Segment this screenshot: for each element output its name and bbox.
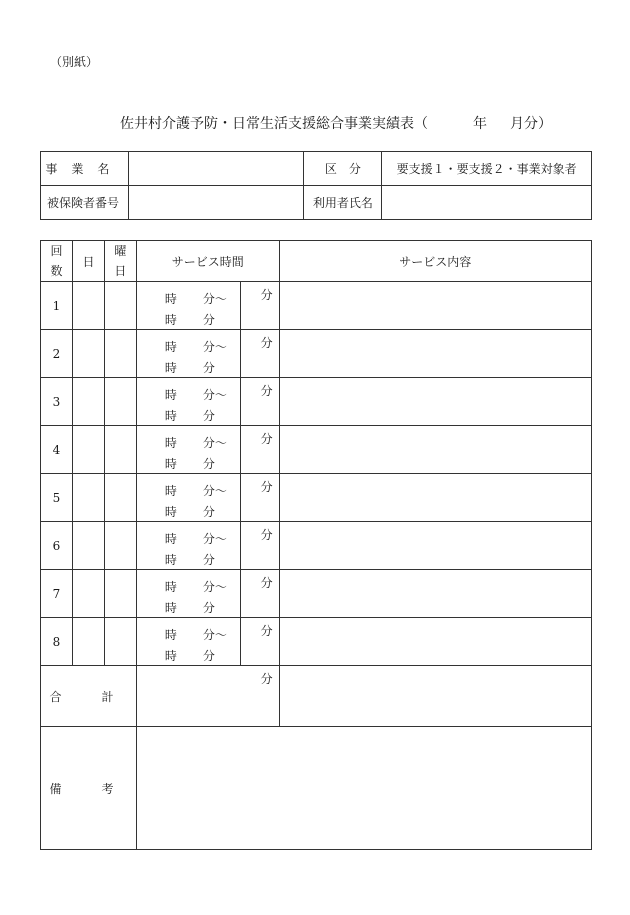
table-row [41, 426, 592, 474]
start-time: 時 分〜 [164, 436, 227, 450]
service-content-cell[interactable] [279, 426, 591, 474]
end-time: 時 分 [164, 457, 215, 471]
row-number: 3 [41, 378, 73, 426]
end-time: 時 分 [164, 649, 215, 663]
remarks-row [41, 727, 592, 850]
service-time-cell[interactable] [136, 474, 240, 522]
service-content-cell[interactable] [279, 522, 591, 570]
service-time-cell[interactable] [136, 618, 240, 666]
service-time-header: サービス時間 [136, 241, 279, 282]
start-time: 時 分〜 [164, 580, 227, 594]
start-time: 時 分〜 [164, 628, 227, 642]
weekday-cell[interactable] [104, 474, 136, 522]
user-name-field[interactable] [382, 186, 592, 220]
end-time: 時 分 [164, 553, 215, 567]
table-row [41, 378, 592, 426]
header-table [40, 151, 592, 220]
end-time: 時 分 [164, 313, 215, 327]
service-content-cell[interactable] [279, 474, 591, 522]
start-time: 時 分〜 [164, 292, 227, 306]
table-row [41, 474, 592, 522]
start-time: 時 分〜 [164, 340, 227, 354]
end-time: 時 分 [164, 409, 215, 423]
row-number: 5 [41, 474, 73, 522]
table-row [41, 570, 592, 618]
day-header: 日 [72, 241, 104, 282]
start-time: 時 分〜 [164, 532, 227, 546]
remarks-field[interactable] [136, 727, 591, 850]
start-time: 時 分〜 [164, 484, 227, 498]
table-row [41, 522, 592, 570]
service-time-cell[interactable] [136, 330, 240, 378]
duration-cell[interactable]: 分 [240, 282, 279, 330]
row-number: 6 [41, 522, 73, 570]
count-header: 回 数 [41, 241, 73, 282]
start-time: 時 分〜 [164, 388, 227, 402]
day-cell[interactable] [72, 378, 104, 426]
service-time-cell[interactable] [136, 522, 240, 570]
service-time-cell[interactable] [136, 426, 240, 474]
service-content-cell[interactable] [279, 378, 591, 426]
weekday-cell[interactable] [104, 426, 136, 474]
duration-cell[interactable]: 分 [240, 522, 279, 570]
end-time: 時 分 [164, 601, 215, 615]
service-content-cell[interactable] [279, 570, 591, 618]
weekday-cell[interactable] [104, 330, 136, 378]
office-name-field[interactable] [128, 152, 304, 186]
weekday-cell[interactable] [104, 618, 136, 666]
day-cell[interactable] [72, 618, 104, 666]
total-duration-field[interactable]: 分 [136, 666, 279, 727]
duration-cell[interactable]: 分 [240, 474, 279, 522]
duration-cell[interactable]: 分 [240, 570, 279, 618]
insured-number-label: 被保険者番号 [41, 186, 129, 220]
row-number: 8 [41, 618, 73, 666]
day-cell[interactable] [72, 330, 104, 378]
row-number: 4 [41, 426, 73, 474]
total-row [41, 666, 592, 727]
service-content-cell[interactable] [279, 282, 591, 330]
category-label: 区 分 [304, 152, 382, 186]
category-value: 要支援１・要支援２・事業対象者 [382, 152, 592, 186]
table-row [41, 618, 592, 666]
end-time: 時 分 [164, 505, 215, 519]
insured-number-field[interactable] [128, 186, 304, 220]
title-main: 佐井村介護予防・日常生活支援総合事業実績表（ [120, 116, 428, 132]
service-content-header: サービス内容 [279, 241, 591, 282]
duration-cell[interactable]: 分 [240, 330, 279, 378]
table-row [41, 330, 592, 378]
day-cell[interactable] [72, 282, 104, 330]
row-number: 7 [41, 570, 73, 618]
weekday-cell[interactable] [104, 570, 136, 618]
title-year: 年 [473, 116, 487, 132]
user-name-label: 利用者氏名 [304, 186, 382, 220]
weekday-header: 曜 日 [104, 241, 136, 282]
weekday-cell[interactable] [104, 282, 136, 330]
table-row [41, 282, 592, 330]
service-time-cell[interactable] [136, 570, 240, 618]
weekday-cell[interactable] [104, 378, 136, 426]
duration-cell[interactable]: 分 [240, 618, 279, 666]
remarks-label: 備 考 [41, 727, 137, 850]
duration-cell[interactable]: 分 [240, 378, 279, 426]
weekday-cell[interactable] [104, 522, 136, 570]
day-cell[interactable] [72, 474, 104, 522]
title-month: 月分） [510, 116, 552, 132]
row-number: 2 [41, 330, 73, 378]
total-label: 合 計 [41, 666, 137, 727]
office-name-label: 事業名 [41, 152, 129, 186]
day-cell[interactable] [72, 522, 104, 570]
service-record-table [40, 240, 592, 850]
duration-cell[interactable]: 分 [240, 426, 279, 474]
service-time-cell[interactable] [136, 282, 240, 330]
table-header-row [41, 241, 592, 282]
service-content-cell[interactable] [279, 330, 591, 378]
row-number: 1 [41, 282, 73, 330]
attachment-note: （別紙） [50, 55, 99, 69]
total-content-field[interactable] [279, 666, 591, 727]
service-time-cell[interactable] [136, 378, 240, 426]
end-time: 時 分 [164, 361, 215, 375]
service-content-cell[interactable] [279, 618, 591, 666]
day-cell[interactable] [72, 426, 104, 474]
day-cell[interactable] [72, 570, 104, 618]
